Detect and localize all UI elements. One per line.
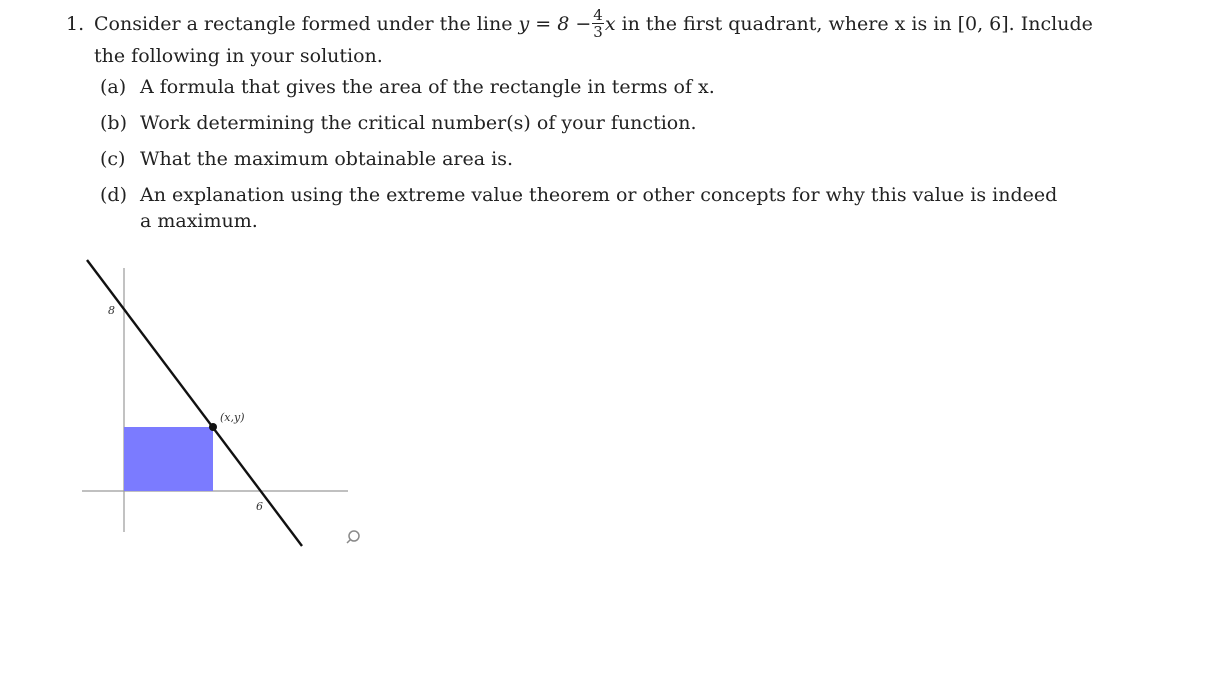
part-c bbox=[66, 146, 1066, 180]
problem bbox=[66, 5, 1093, 234]
problem-statement bbox=[66, 5, 1093, 44]
fraction-numerator: 4 bbox=[593, 5, 603, 24]
part-text: An explanation using the extreme value theorem or other concepts for why this value is indeed a maximum. bbox=[140, 184, 1058, 232]
part-text: Work determining the critical number(s) of your function. bbox=[140, 112, 697, 134]
part-text: A formula that gives the area of the rectangle in terms of x. bbox=[140, 76, 715, 98]
part-label: (d) bbox=[100, 184, 127, 206]
parts-list bbox=[66, 74, 1066, 234]
intro-line-2: the following in your solution. bbox=[94, 45, 383, 67]
point-label: (x,y) bbox=[220, 411, 245, 424]
part-text: What the maximum obtainable area is. bbox=[140, 148, 513, 170]
x-intercept-label: 6 bbox=[256, 500, 263, 513]
boundary-line bbox=[87, 260, 302, 546]
rectangle-diagram bbox=[70, 250, 390, 560]
fraction-denominator: 3 bbox=[593, 22, 603, 41]
inscribed-rectangle bbox=[124, 427, 213, 491]
intro-after: in the first quadrant, where x is in [0, 6]. Include bbox=[615, 13, 1093, 35]
problem-number: 1. bbox=[66, 13, 85, 35]
part-label: (a) bbox=[100, 76, 127, 98]
part-label: (b) bbox=[100, 112, 127, 134]
part-b bbox=[66, 110, 1066, 144]
corner-point bbox=[209, 423, 217, 431]
fraction bbox=[592, 7, 604, 40]
part-a bbox=[66, 74, 1066, 108]
part-d bbox=[66, 182, 1066, 234]
search-icon[interactable] bbox=[347, 531, 359, 543]
intro-before: Consider a rectangle formed under the line bbox=[94, 13, 519, 35]
part-label: (c) bbox=[100, 148, 126, 170]
equation-lhs: y = 8 − bbox=[518, 13, 592, 35]
y-intercept-label: 8 bbox=[108, 304, 115, 317]
diagram-svg bbox=[70, 250, 390, 560]
equation-var: x bbox=[604, 13, 616, 35]
